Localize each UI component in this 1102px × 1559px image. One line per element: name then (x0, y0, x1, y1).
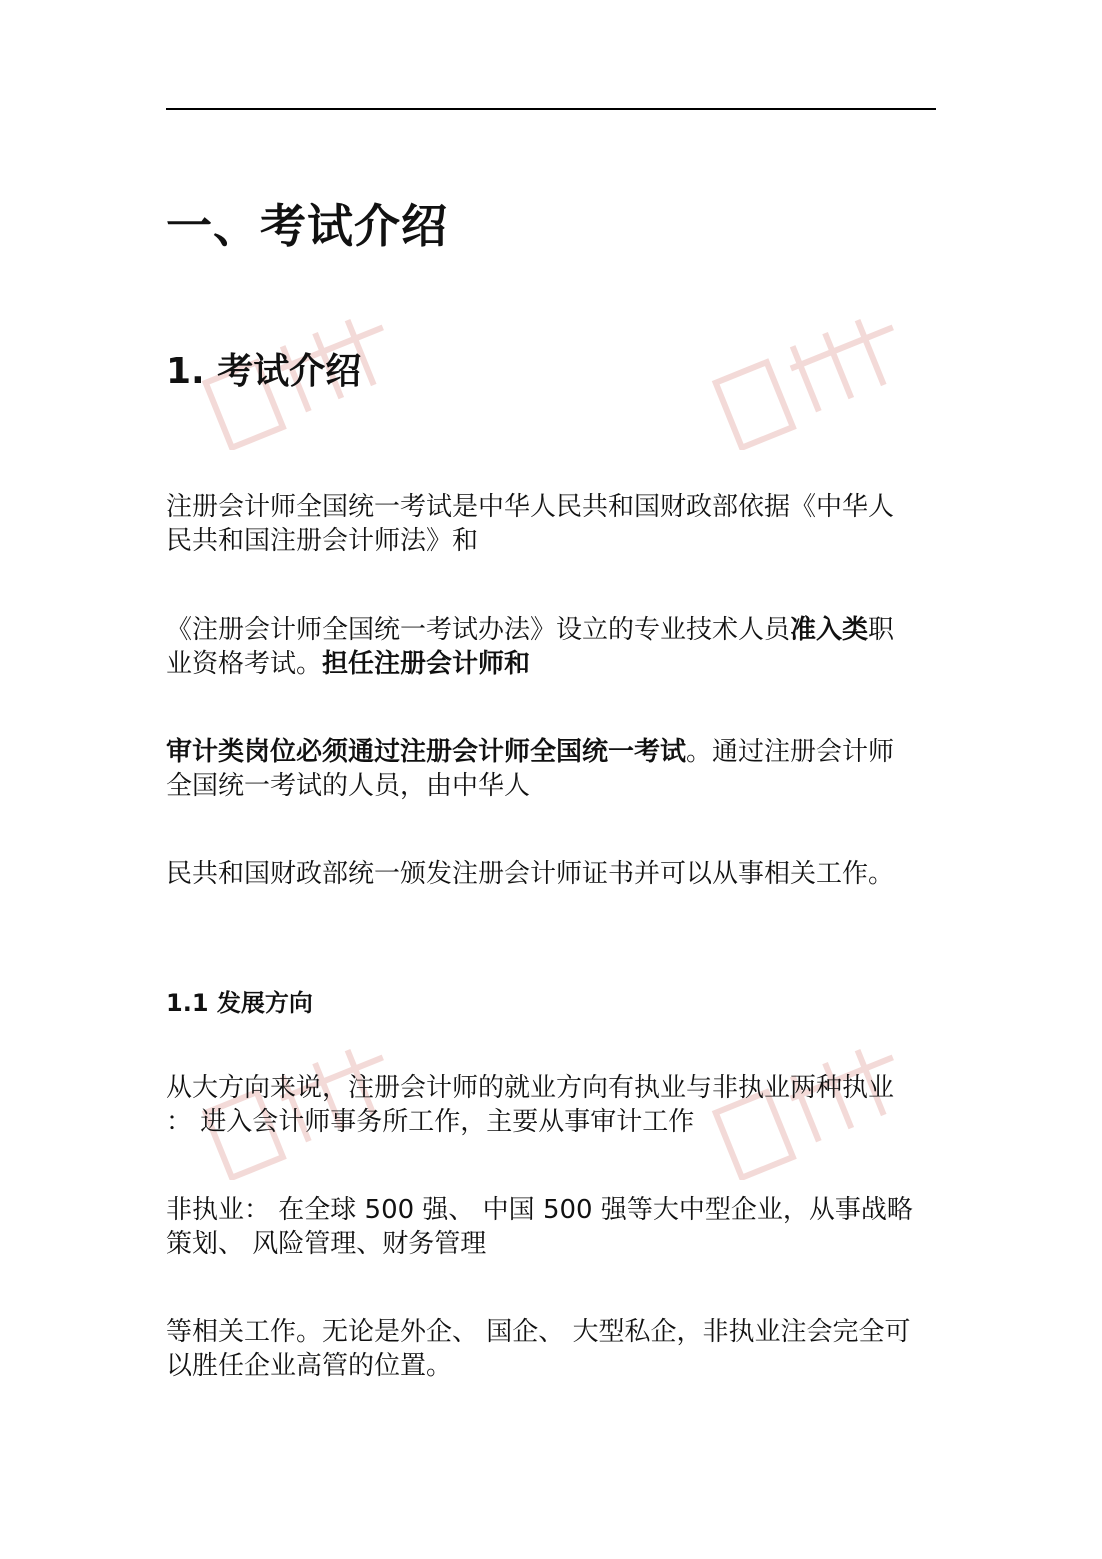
paragraph-career (166, 1071, 926, 1139)
text-line: 以胜任企业高管的位置。 (166, 1351, 453, 1381)
section-heading: 一、考试介绍 (166, 199, 448, 253)
bold-text: 准入类 (790, 615, 869, 645)
text-run: 《注册会计师全国统一考试办法》设立的专业技术人员 (166, 615, 791, 645)
paragraph-certificate (166, 857, 926, 891)
paragraph-intro (166, 490, 926, 558)
text-line: 全国统一考试的人员，由中华人 (166, 771, 531, 801)
text-line: 民共和国财政部统一颁发注册会计师证书并可以从事相关工作。 (166, 859, 895, 889)
text-line: 等相关工作。无论是外企、 国企、 大型私企，非执业注会完全可 (166, 1317, 911, 1347)
text-line: 策划、 风险管理、财务管理 (166, 1229, 487, 1259)
text-line: 从大方向来说，注册会计师的就业方向有执业与非执业两种执业 (166, 1073, 895, 1103)
paragraph-executive (166, 1315, 926, 1383)
bold-text: 担任注册会计师和 (322, 649, 531, 679)
text-line (166, 613, 926, 647)
paragraph-exam-method (166, 613, 926, 681)
text-line: 注册会计师全国统一考试是中华人民共和国财政部依据《中华人 (166, 492, 895, 522)
subsubsection-heading: 1.1 发展方向 (166, 989, 313, 1017)
bold-text: 审计类岗位必须通过注册会计师全国统一考试 (166, 737, 687, 767)
paragraph-non-practice (166, 1193, 926, 1261)
text-line: 民共和国注册会计师法》和 (166, 526, 479, 556)
text-line (166, 647, 926, 681)
text-line: 非执业： 在全球 500 强、 中国 500 强等大中型企业，从事战略 (166, 1195, 913, 1225)
header-rule (166, 108, 936, 110)
text-run: 职 (868, 615, 895, 645)
text-run: 业资格考试。 (166, 649, 323, 679)
subsection-heading: 1. 考试介绍 (166, 351, 362, 392)
text-run: 。通过注册会计师 (686, 737, 895, 767)
text-line: ： 进入会计师事务所工作，主要从事审计工作 (166, 1107, 695, 1137)
paragraph-requirement (166, 735, 926, 803)
text-line (166, 735, 926, 769)
